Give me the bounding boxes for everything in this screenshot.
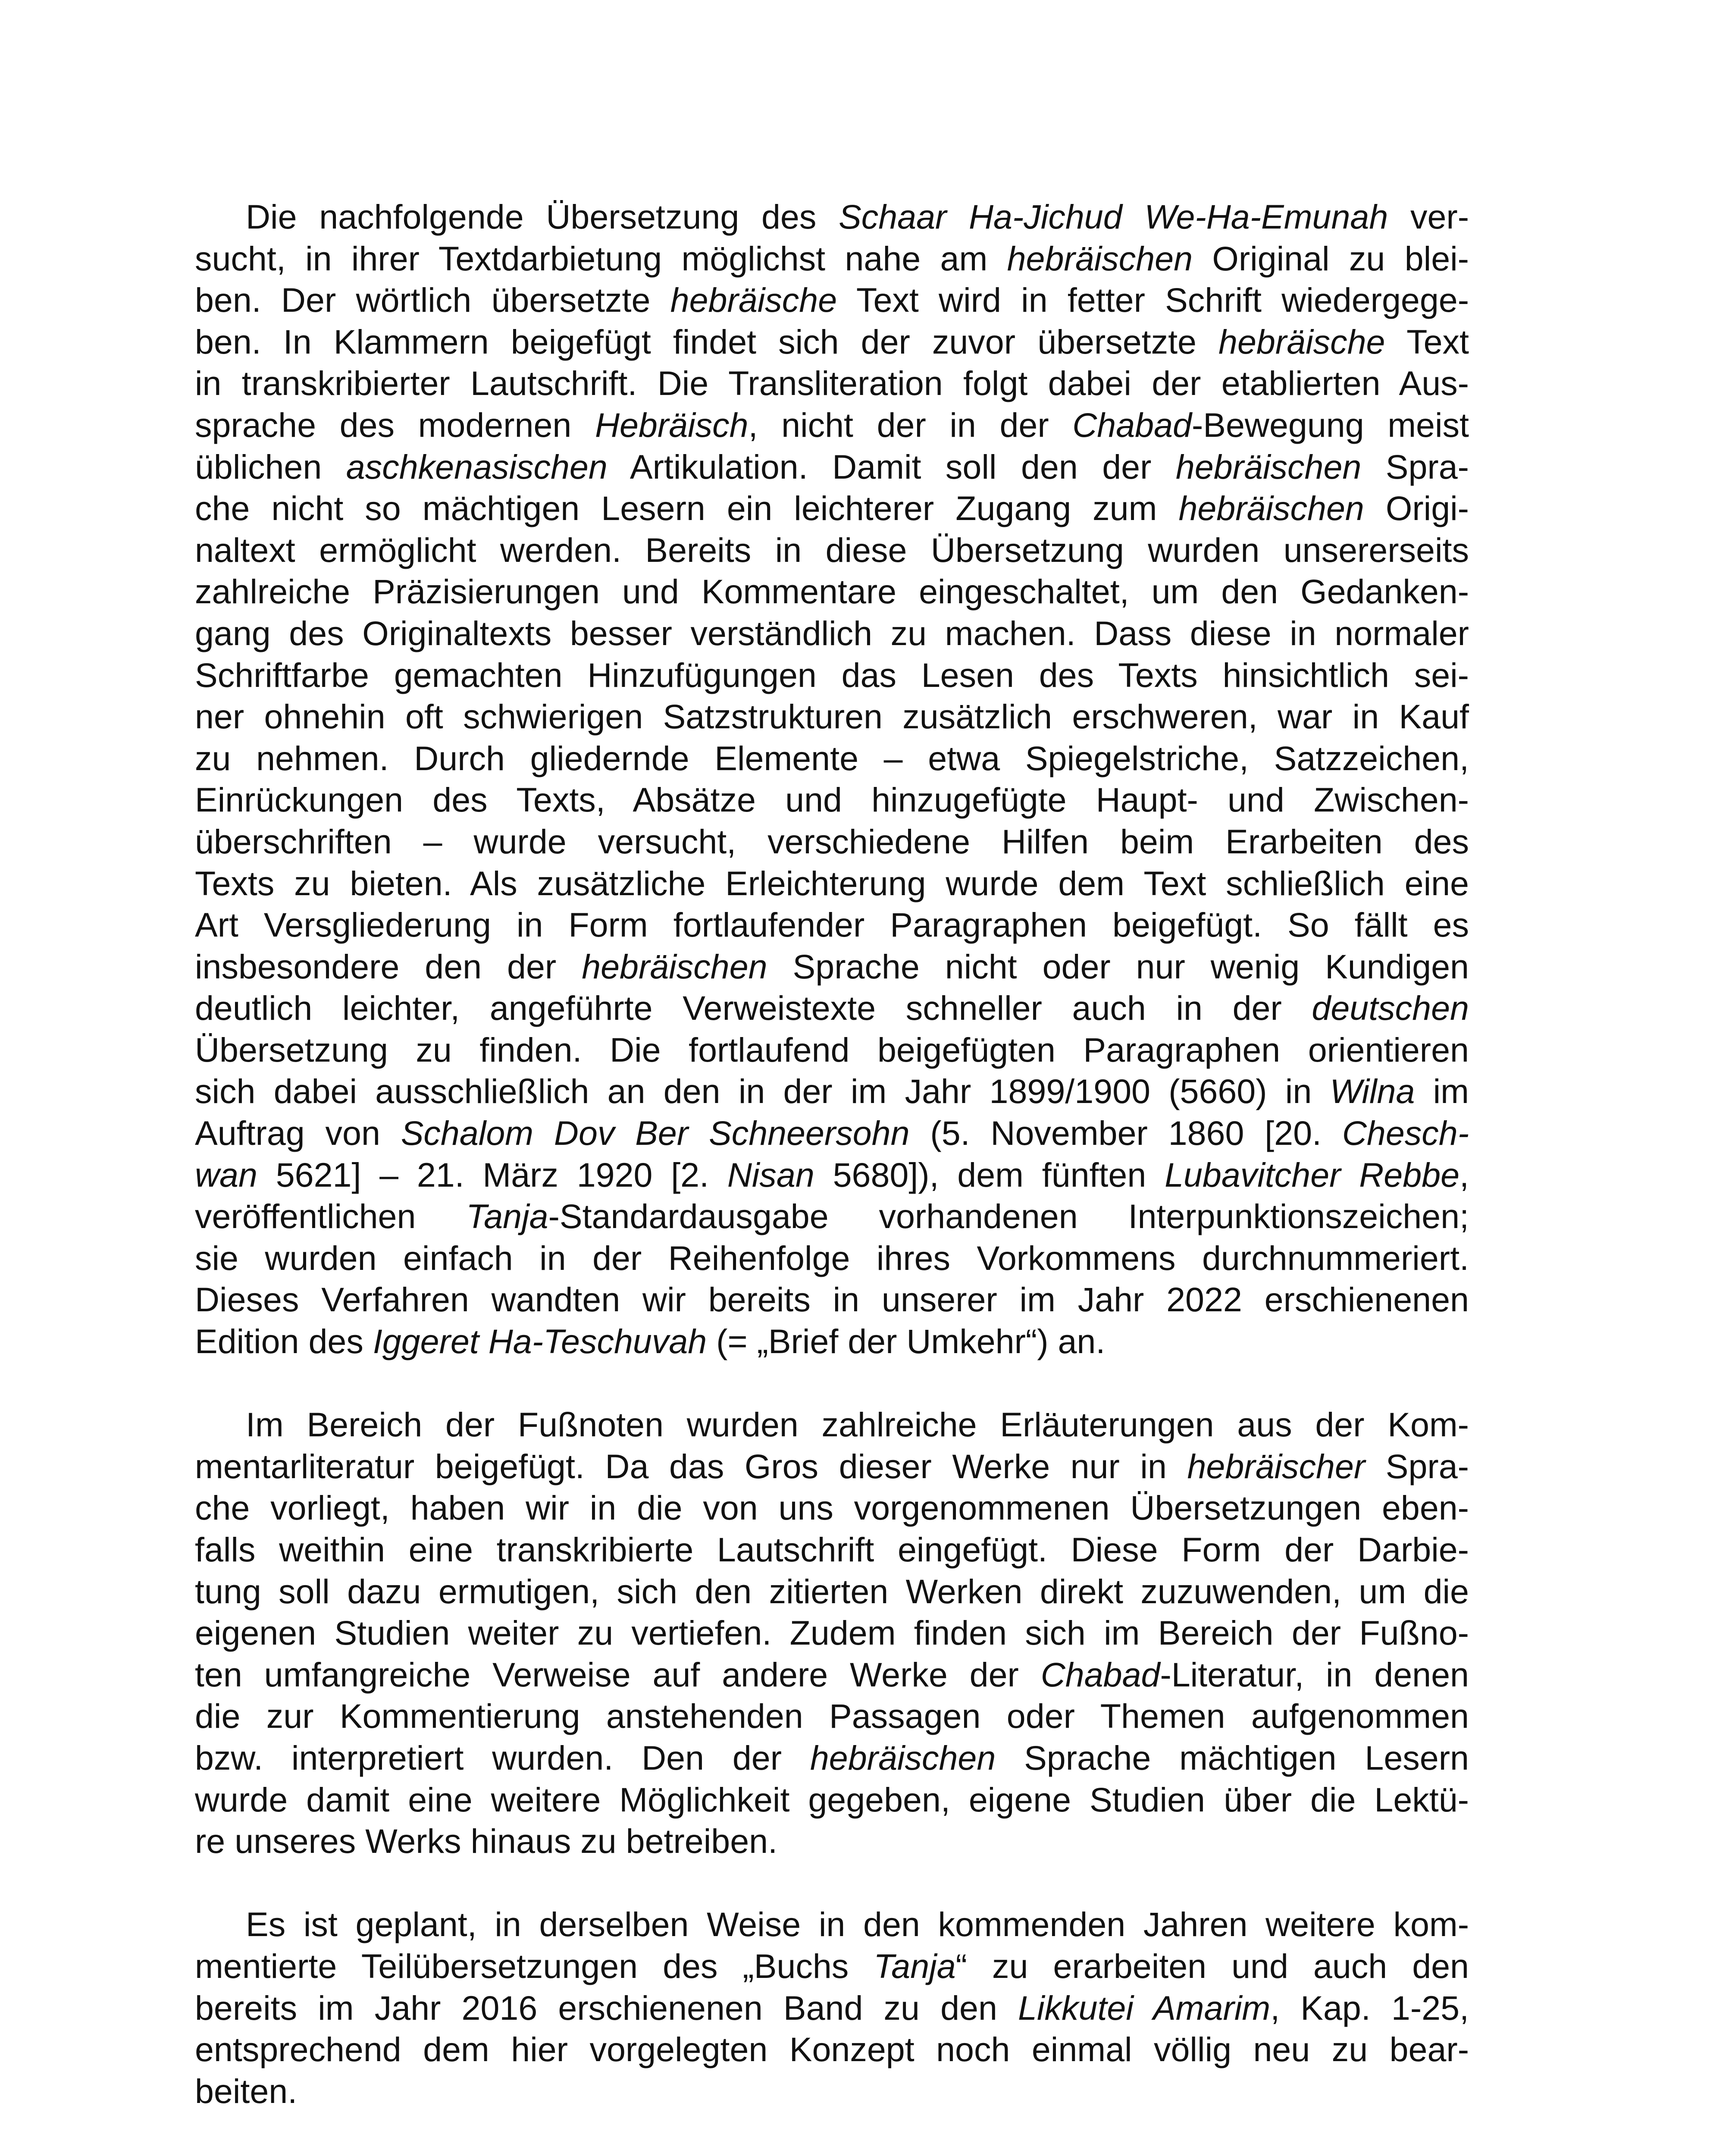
text-line bbox=[195, 655, 1469, 696]
text-run: , Kap. 1-25, bbox=[1270, 1988, 1469, 2027]
text-run: bereits im Jahr 2016 erschienenen Band zu den bbox=[195, 1988, 1018, 2027]
text-line bbox=[195, 488, 1469, 530]
text-run: zu nehmen. Durch gliedernde Elemente – etwa Spiegelstriche, Satzzeichen, bbox=[195, 739, 1469, 777]
text-run: 5621] – 21. März 1920 [2. bbox=[257, 1155, 727, 1194]
text-line bbox=[195, 1737, 1469, 1779]
text-run: mentarliteratur beigefügt. Da das Gros dieser Werke nur in bbox=[195, 1447, 1187, 1485]
text-line bbox=[195, 1279, 1469, 1321]
text-line bbox=[195, 1571, 1469, 1613]
text-line bbox=[195, 821, 1469, 863]
text-run: Dieses Verfahren wandten wir bereits in unserer im Jahr 2022 erschienenen bbox=[195, 1280, 1469, 1319]
text-run: ver- bbox=[1388, 197, 1469, 236]
italic-term: wan bbox=[195, 1155, 257, 1194]
text-run: Original zu blei- bbox=[1193, 239, 1469, 278]
text-run: beiten. bbox=[195, 2071, 298, 2110]
text-line bbox=[195, 321, 1469, 363]
text-run: re unseres Werks hinaus zu betreiben. bbox=[195, 1822, 778, 1861]
text-run: Sprache mächtigen Lesern bbox=[996, 1738, 1469, 1777]
italic-term: Schalom Dov Ber Schneersohn bbox=[401, 1114, 910, 1153]
paragraph bbox=[195, 1904, 1469, 2112]
text-run: 5680]), dem fünften bbox=[814, 1155, 1165, 1194]
text-run: Artikulation. Damit soll den der bbox=[607, 447, 1176, 486]
italic-term: hebräischer bbox=[1187, 1447, 1366, 1485]
text-run: Die nachfolgende Übersetzung des bbox=[246, 197, 839, 236]
italic-term: Chabad bbox=[1040, 1655, 1160, 1694]
text-run: Art Versgliederung in Form fortlaufender Paragraphen beigefügt. So fällt es bbox=[195, 906, 1469, 944]
text-run: im bbox=[1415, 1072, 1469, 1111]
text-run: üblichen bbox=[195, 447, 346, 486]
text-line bbox=[195, 946, 1469, 988]
text-line bbox=[195, 1404, 1469, 1446]
text-line bbox=[195, 738, 1469, 780]
text-line bbox=[195, 1987, 1469, 2029]
text-run: Schriftfarbe gemachten Hinzufügungen das Lesen des Texts hinsichtlich sei- bbox=[195, 655, 1469, 694]
text-run: sich dabei ausschließlich an den in der im Jahr 1899/1900 (5660) in bbox=[195, 1072, 1330, 1111]
text-run: Text bbox=[1385, 322, 1469, 361]
paragraph bbox=[195, 196, 1469, 1363]
text-run: falls weithin eine transkribierte Lautschrift eingefügt. Diese Form der Darbie- bbox=[195, 1530, 1469, 1569]
italic-term: Chabad bbox=[1072, 405, 1192, 444]
text-line bbox=[195, 1821, 1469, 1862]
text-run: bzw. interpretiert wurden. Den der bbox=[195, 1738, 810, 1777]
italic-term: hebräischen bbox=[810, 1738, 996, 1777]
text-line bbox=[195, 1029, 1469, 1071]
text-run: Spra- bbox=[1365, 1447, 1469, 1485]
text-run: deutlich leichter, angeführte Verweistexte schneller auch in der bbox=[195, 989, 1312, 1028]
text-line bbox=[195, 696, 1469, 738]
text-line bbox=[195, 1446, 1469, 1488]
text-line bbox=[195, 1071, 1469, 1112]
text-line bbox=[195, 446, 1469, 488]
text-line bbox=[195, 1529, 1469, 1571]
italic-term: Chesch- bbox=[1342, 1114, 1469, 1153]
italic-term: Nisan bbox=[727, 1155, 814, 1194]
italic-term: Tanja bbox=[466, 1197, 548, 1236]
italic-term: hebräischen bbox=[1007, 239, 1193, 278]
text-line bbox=[195, 1196, 1469, 1238]
text-line bbox=[195, 1779, 1469, 1821]
text-run: Übersetzung zu finden. Die fortlaufend beigefügten Paragraphen orientieren bbox=[195, 1030, 1469, 1069]
italic-term: Schaar Ha-Jichud We-Ha-Emunah bbox=[839, 197, 1388, 236]
italic-term: hebräische bbox=[1218, 322, 1385, 361]
text-run: Texts zu bieten. Als zusätzliche Erleichterung wurde dem Text schließlich eine bbox=[195, 864, 1469, 903]
text-line bbox=[195, 363, 1469, 404]
italic-term: aschkenasischen bbox=[346, 447, 608, 486]
text-line bbox=[195, 779, 1469, 821]
text-run: (= „Brief der Umkehr“) an. bbox=[707, 1322, 1106, 1361]
text-line bbox=[195, 1112, 1469, 1154]
text-run: -Bewegung meist bbox=[1191, 405, 1469, 444]
text-line bbox=[195, 1654, 1469, 1696]
text-line bbox=[195, 904, 1469, 946]
text-run: Einrückungen des Texts, Absätze und hinzugefügte Haupt- und Zwischen- bbox=[195, 780, 1469, 819]
text-run: ben. In Klammern beigefügt findet sich der zuvor übersetzte bbox=[195, 322, 1219, 361]
text-line bbox=[195, 1612, 1469, 1654]
text-run: zahlreiche Präzisierungen und Kommentare eingeschaltet, um den Gedanken- bbox=[195, 572, 1469, 611]
text-run: sucht, in ihrer Textdarbietung möglichst nahe am bbox=[195, 239, 1007, 278]
italic-term: hebräischen bbox=[1175, 447, 1362, 486]
text-run: sie wurden einfach in der Reihenfolge ihres Vorkommens durchnummeriert. bbox=[195, 1238, 1469, 1277]
text-run: (5. November 1860 [20. bbox=[909, 1114, 1342, 1153]
italic-term: Iggeret Ha-Teschuvah bbox=[373, 1322, 707, 1361]
text-run: Im Bereich der Fußnoten wurden zahlreiche Erläuterungen aus der Kom- bbox=[246, 1405, 1469, 1444]
italic-term: Lubavitcher Rebbe bbox=[1165, 1155, 1460, 1194]
text-run: che nicht so mächtigen Lesern ein leichterer Zugang zum bbox=[195, 489, 1179, 528]
text-run: insbesondere den der bbox=[195, 947, 582, 986]
text-line bbox=[195, 2029, 1469, 2071]
text-run: , bbox=[1460, 1155, 1469, 1194]
text-run: eigenen Studien weiter zu vertiefen. Zudem finden sich im Bereich der Fußno- bbox=[195, 1614, 1469, 1652]
text-run: veröffentlichen bbox=[195, 1197, 467, 1236]
italic-term: hebräischen bbox=[1178, 489, 1364, 528]
paragraph bbox=[195, 1404, 1469, 1862]
text-run: ben. Der wörtlich übersetzte bbox=[195, 281, 670, 320]
italic-term: hebräische bbox=[670, 281, 837, 320]
body-text bbox=[195, 196, 1469, 2112]
text-run: die zur Kommentierung anstehenden Passagen oder Themen aufgenommen bbox=[195, 1697, 1469, 1736]
text-run: ten umfangreiche Verweise auf andere Werke der bbox=[195, 1655, 1041, 1694]
text-run: mentierte Teilübersetzungen des „Buchs bbox=[195, 1946, 874, 1985]
text-run: Es ist geplant, in derselben Weise in den kommenden Jahren weitere kom- bbox=[246, 1905, 1469, 1944]
text-run: wurde damit eine weitere Möglichkeit gegeben, eigene Studien über die Lektü- bbox=[195, 1780, 1469, 1819]
italic-term: deutschen bbox=[1312, 989, 1469, 1028]
text-line bbox=[195, 196, 1469, 238]
text-line bbox=[195, 238, 1469, 280]
text-run: tung soll dazu ermutigen, sich den zitierten Werken direkt zuzuwenden, um die bbox=[195, 1572, 1469, 1611]
text-run: überschriften – wurde versucht, verschiedene Hilfen beim Erarbeiten des bbox=[195, 822, 1469, 861]
text-run: sprache des modernen bbox=[195, 405, 595, 444]
text-run: Edition des bbox=[195, 1322, 373, 1361]
text-run: , nicht der in der bbox=[748, 405, 1073, 444]
text-line bbox=[195, 613, 1469, 655]
text-line bbox=[195, 863, 1469, 905]
text-run: naltext ermöglicht werden. Bereits in diese Übersetzung wurden unsererseits bbox=[195, 530, 1469, 569]
italic-term: Likkutei Amarim bbox=[1018, 1988, 1271, 2027]
text-run: Origi- bbox=[1364, 489, 1469, 528]
text-line bbox=[195, 1321, 1469, 1363]
text-run: in transkribierter Lautschrift. Die Transliteration folgt dabei der etablierten Aus- bbox=[195, 364, 1469, 403]
text-line bbox=[195, 279, 1469, 321]
text-run: Sprache nicht oder nur wenig Kundigen bbox=[767, 947, 1469, 986]
italic-term: Hebräisch bbox=[595, 405, 749, 444]
text-run: “ zu erarbeiten und auch den bbox=[955, 1946, 1469, 1985]
text-run: entsprechend dem hier vorgelegten Konzept noch einmal völlig neu zu bear- bbox=[195, 2030, 1469, 2069]
text-line bbox=[195, 571, 1469, 613]
text-run: -Standardausgabe vorhandenen Interpunktionszeichen; bbox=[548, 1197, 1469, 1236]
text-line bbox=[195, 1487, 1469, 1529]
text-run: ner ohnehin oft schwierigen Satzstrukturen zusätzlich erschweren, war in Kauf bbox=[195, 697, 1469, 736]
text-line bbox=[195, 1904, 1469, 1946]
text-line bbox=[195, 1946, 1469, 1987]
text-run: Text wird in fetter Schrift wiedergege- bbox=[837, 281, 1469, 320]
text-run: che vorliegt, haben wir in die von uns vorgenommenen Übersetzungen eben- bbox=[195, 1489, 1469, 1527]
text-line bbox=[195, 1695, 1469, 1737]
text-run: gang des Originaltexts besser verständlich zu machen. Dass diese in normaler bbox=[195, 614, 1469, 652]
text-line bbox=[195, 404, 1469, 446]
italic-term: hebräischen bbox=[582, 947, 767, 986]
text-line bbox=[195, 1154, 1469, 1196]
italic-term: Wilna bbox=[1330, 1072, 1415, 1111]
text-line bbox=[195, 1238, 1469, 1279]
text-run: Auftrag von bbox=[195, 1114, 401, 1153]
text-run: Spra- bbox=[1361, 447, 1469, 486]
italic-term: Tanja bbox=[874, 1946, 956, 1985]
text-line bbox=[195, 2071, 1469, 2112]
text-run: -Literatur, in denen bbox=[1160, 1655, 1469, 1694]
text-line bbox=[195, 987, 1469, 1029]
text-line bbox=[195, 530, 1469, 571]
